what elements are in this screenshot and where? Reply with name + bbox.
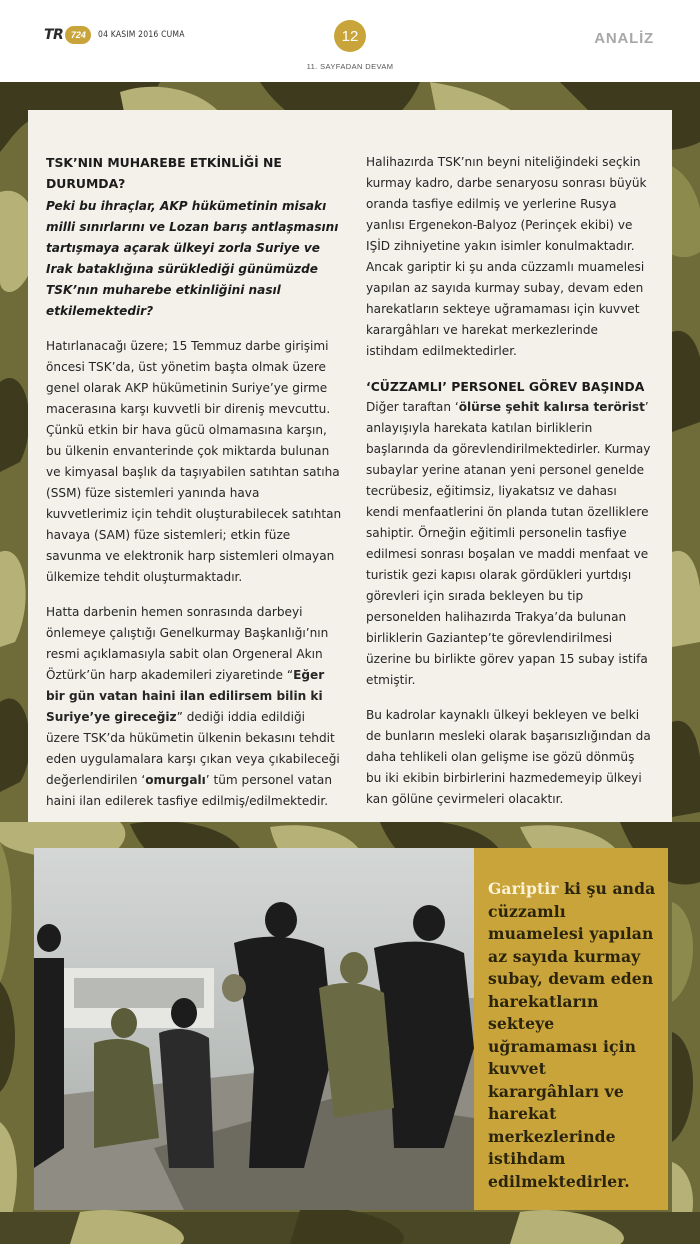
text-run: Hatta darbenin hemen sonrasında darbeyi önlemeye çalıştığı Genelkurmay Başkanlığı’nın resmi açıklamasıyla sabit olan Orgeneral Akın Öztürk’ün harp akademileri ziyaretinde “ [46,605,329,682]
lead-question: Peki bu ihraçlar, AKP hükümetinin misakı milli sınırlarını ve Lozan barış antlaşmasını tartışmaya açarak ülkeyi zorla Suriye ve Irak bataklığına sürüklediği günümüzde TSK’nın muharebe etkinliğini nasıl etkilemektedir? [46,199,339,318]
subheading-combat-effectiveness: TSK’NIN MUHAREBE ETKİNLİĞİ NE DURUMDA? [46,155,282,191]
bold-quote: ölürse şehit kalırsa terörist [458,400,645,414]
paragraph: Bu kadrolar kaynaklı ülkeyi bekleyen ve belki de bunların mesleki olarak başarısızlığından da daha tehlikeli olan gelişme ise gözü dönmüş bu iki ekibin birbirlerini hazmedemeyip ülkeyi kan gölüne çevirmeleri olacaktır. [366,708,651,806]
page-number-badge: 12 [334,20,366,52]
logo-text: TR [44,27,64,43]
paragraph: Hatırlanacağı üzere; 15 Temmuz darbe girişimi öncesi TSK’da, üst yönetim başta olmak üzere genel olarak AKP hükümetinin Suriye’ye girme macerasına karşı kuvvetli bir direniş mevcuttu. Çünkü etkin bir hava gücü olmamasına karşın, bu ülkenin envanterinde çok miktarda bulunan ve kimyasal başlık da taşıyabilen satıhtan satıha (SSM) füze sistemleri yanında hava kuvvetlerimiz için tehdit oluşturabilecek satıhtan havaya (SAM) füze sistemleri; etkin füze savunma ve elektronik harp sistemleri olmayan ülkemize tehdit oluşturmaktadır. [46,339,342,584]
paragraph [366,397,652,691]
pull-quote [488,878,656,1193]
bold-quote: Eğer bir gün vatan haini ilan edilirsem bilin ki Suriye’ye gireceğiz [46,668,325,724]
bold-quote: omurgalı [145,773,206,787]
logo-badge: 724 [65,26,91,44]
pull-quote-lead: Gariptir [488,879,559,898]
text-run: ’ anlayışıyla harekata katılan birliklerin başlarında da görevlendirilmektedirler. Kurmay subaylar yerine atanan yeni personel genelde tecrübesiz, eğitimsiz, liyakatsız ve dahası kendi menfaatlerini ön planda tutan özelliklere sahiptir. Örneğin eğitimli personelin tasfiye edilmesi sonrası boşalan ve maddi menfaat ve turistik gezi kapısı olarak gördükleri yurtdışı görevleri için sırada bekleyen bu tip personelden halihazırda Trakya’da bulunan birliklerin Gaziantep’te görevlendirilmesi üzerine bu birlikte görev yapan 15 subay istifa etmiştir. [366,400,651,687]
pull-quote-box [474,848,668,1210]
section-label: ANALİZ [594,30,654,47]
pull-quote-text: ki şu anda cüzzamlı muamelesi yapılan az sayıda kurmay subay, devam eden harekatların sekteye uğramaması için kuvvet karargâhları ve harekat merkezlerinde istihdam edilmektedirler. [488,879,656,1191]
paragraph: Halihazırda TSK’nın beyni niteliğindeki seçkin kurmay kadro, darbe senaryosu sonrası büyük oranda tasfiye edilmiş ve yerlerine Rusya yanlısı Ergenekon-Balyoz (Perinçek ekibi) ve IŞİD zihniyetine yakın isimler konulmaktadır. Ancak gariptir ki şu anda cüzzamlı muamelesi yapılan az sayıda kurmay subay, devam eden harekatların sekteye uğramaması için kuvvet karargâhları ve harekat merkezlerinde istihdam edilmektedirler. [366,155,647,358]
continued-from-label: 11. SAYFADAN DEVAM [306,62,394,71]
article-column-left [46,152,342,826]
article-column-right [366,152,652,824]
text-run: ’ tüm personel vatan haini ilan edilerek tasfiye edilmiş/edilmektedir. [46,773,333,808]
news-photo [34,848,474,1210]
text-run: ” dediği iddia edildiği üzere TSK’da hükümetin ülkenin bekasını tehdit eden uygulamalara karşı çıkan veya çıkabileceği değerlendirilen ‘ [46,710,340,787]
issue-date: 04 KASIM 2016 CUMA [98,30,185,40]
paragraph [46,602,342,812]
subheading-leprous-personnel: ‘CÜZZAMLI’ PERSONEL GÖREV BAŞINDA [366,379,645,394]
page-header [0,0,700,80]
article-body [28,110,672,822]
text-run: Diğer taraftan ‘ [366,400,459,414]
tr724-logo [44,26,91,44]
